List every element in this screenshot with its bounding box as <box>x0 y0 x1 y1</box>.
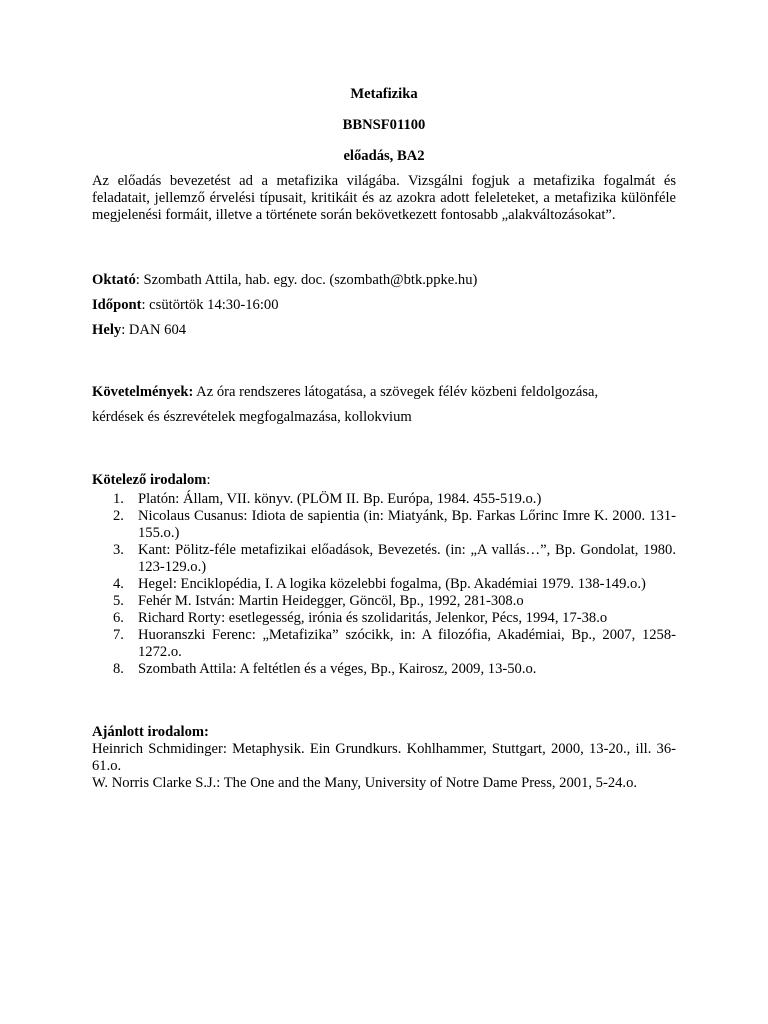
time-label: Időpont <box>92 297 142 313</box>
mandatory-colon: : <box>206 472 211 488</box>
list-text: Nicolaus Cusanus: Idiota de sapientia (in: Miatyánk, Bp. Farkas Lőrinc Imre K. 2000. 131-155.o.) <box>138 508 676 541</box>
list-number: 3. <box>113 542 124 558</box>
teacher-line <box>92 272 676 289</box>
time-value: : csütörtök 14:30-16:00 <box>141 297 279 313</box>
list-number: 8. <box>113 661 124 677</box>
teacher-value: : Szombath Attila, hab. egy. doc. (szombath@btk.ppke.hu) <box>135 272 478 288</box>
list-item <box>113 542 676 576</box>
list-item <box>113 610 676 627</box>
document-page <box>92 86 676 792</box>
recommended-heading: Ajánlott irodalom: <box>92 724 209 740</box>
list-text: Kant: Pölitz-féle metafizikai előadások, Bevezetés. (in: „A vallás…”, Bp. Gondolat, 1980. 123-129.o.) <box>138 542 676 575</box>
list-number: 6. <box>113 610 124 626</box>
mandatory-reading-list <box>92 491 676 678</box>
requirements-label: Követelmények: <box>92 384 194 400</box>
list-number: 4. <box>113 576 124 592</box>
time-line <box>92 297 676 314</box>
list-item <box>113 508 676 542</box>
list-number: 2. <box>113 508 124 524</box>
list-number: 7. <box>113 627 124 643</box>
course-description: Az előadás bevezetést ad a metafizika világába. Vizsgálni fogjuk a metafizika fogalmát és feladatait, jellemző érvelési típusait, kritikáit és az azokra adott feleleteket, a metafizika különféle megjelenési formáit, illetve a története során bekövetkezett fontosabb „alakváltozásokat”. <box>92 173 676 223</box>
list-text: Huoranszki Ferenc: „Metafizika” szócikk, in: A filozófia, Akadémiai, Bp., 2007, 1258-1272.o. <box>138 627 676 660</box>
list-text: Fehér M. István: Martin Heidegger, Göncöl, Bp., 1992, 281-308.o <box>138 593 524 609</box>
list-item <box>113 661 676 678</box>
list-number: 1. <box>113 491 124 507</box>
recommended-item: W. Norris Clarke S.J.: The One and the Many, University of Notre Dame Press, 2001, 5-24.o. <box>92 775 638 791</box>
list-number: 5. <box>113 593 124 609</box>
place-value: : DAN 604 <box>121 322 187 338</box>
list-text: Szombath Attila: A feltétlen és a véges, Bp., Kairosz, 2009, 13-50.o. <box>138 661 537 677</box>
list-text: Richard Rorty: esetlegesség, irónia és szolidaritás, Jelenkor, Pécs, 1994, 17-38.o <box>138 610 608 626</box>
list-item <box>113 491 676 508</box>
list-text: Hegel: Enciklopédia, I. A logika közelebbi fogalma, (Bp. Akadémiai 1979. 138-149.o.) <box>138 576 646 592</box>
place-line <box>92 322 676 339</box>
list-text: Platón: Állam, VII. könyv. (PLÖM II. Bp. Európa, 1984. 455-519.o.) <box>138 491 542 507</box>
requirements-text-1: Az óra rendszeres látogatása, a szövegek félév közbeni feldolgozása, <box>193 384 599 400</box>
mandatory-heading <box>92 472 676 489</box>
course-title: Metafizika <box>350 86 418 102</box>
mandatory-label: Kötelező irodalom <box>92 472 207 488</box>
requirements-line-1 <box>92 384 676 401</box>
list-item <box>113 576 676 593</box>
teacher-label: Oktató <box>92 272 136 288</box>
place-label: Hely <box>92 322 122 338</box>
list-item <box>113 593 676 610</box>
list-item <box>113 627 676 661</box>
requirements-line-2: kérdések és észrevételek megfogalmazása, kollokvium <box>92 409 412 425</box>
course-type: előadás, BA2 <box>343 148 425 164</box>
recommended-item: Heinrich Schmidinger: Metaphysik. Ein Grundkurs. Kohlhammer, Stuttgart, 2000, 13-20., ill. 36-61.o. <box>92 741 676 774</box>
course-code: BBNSF01100 <box>342 117 426 133</box>
